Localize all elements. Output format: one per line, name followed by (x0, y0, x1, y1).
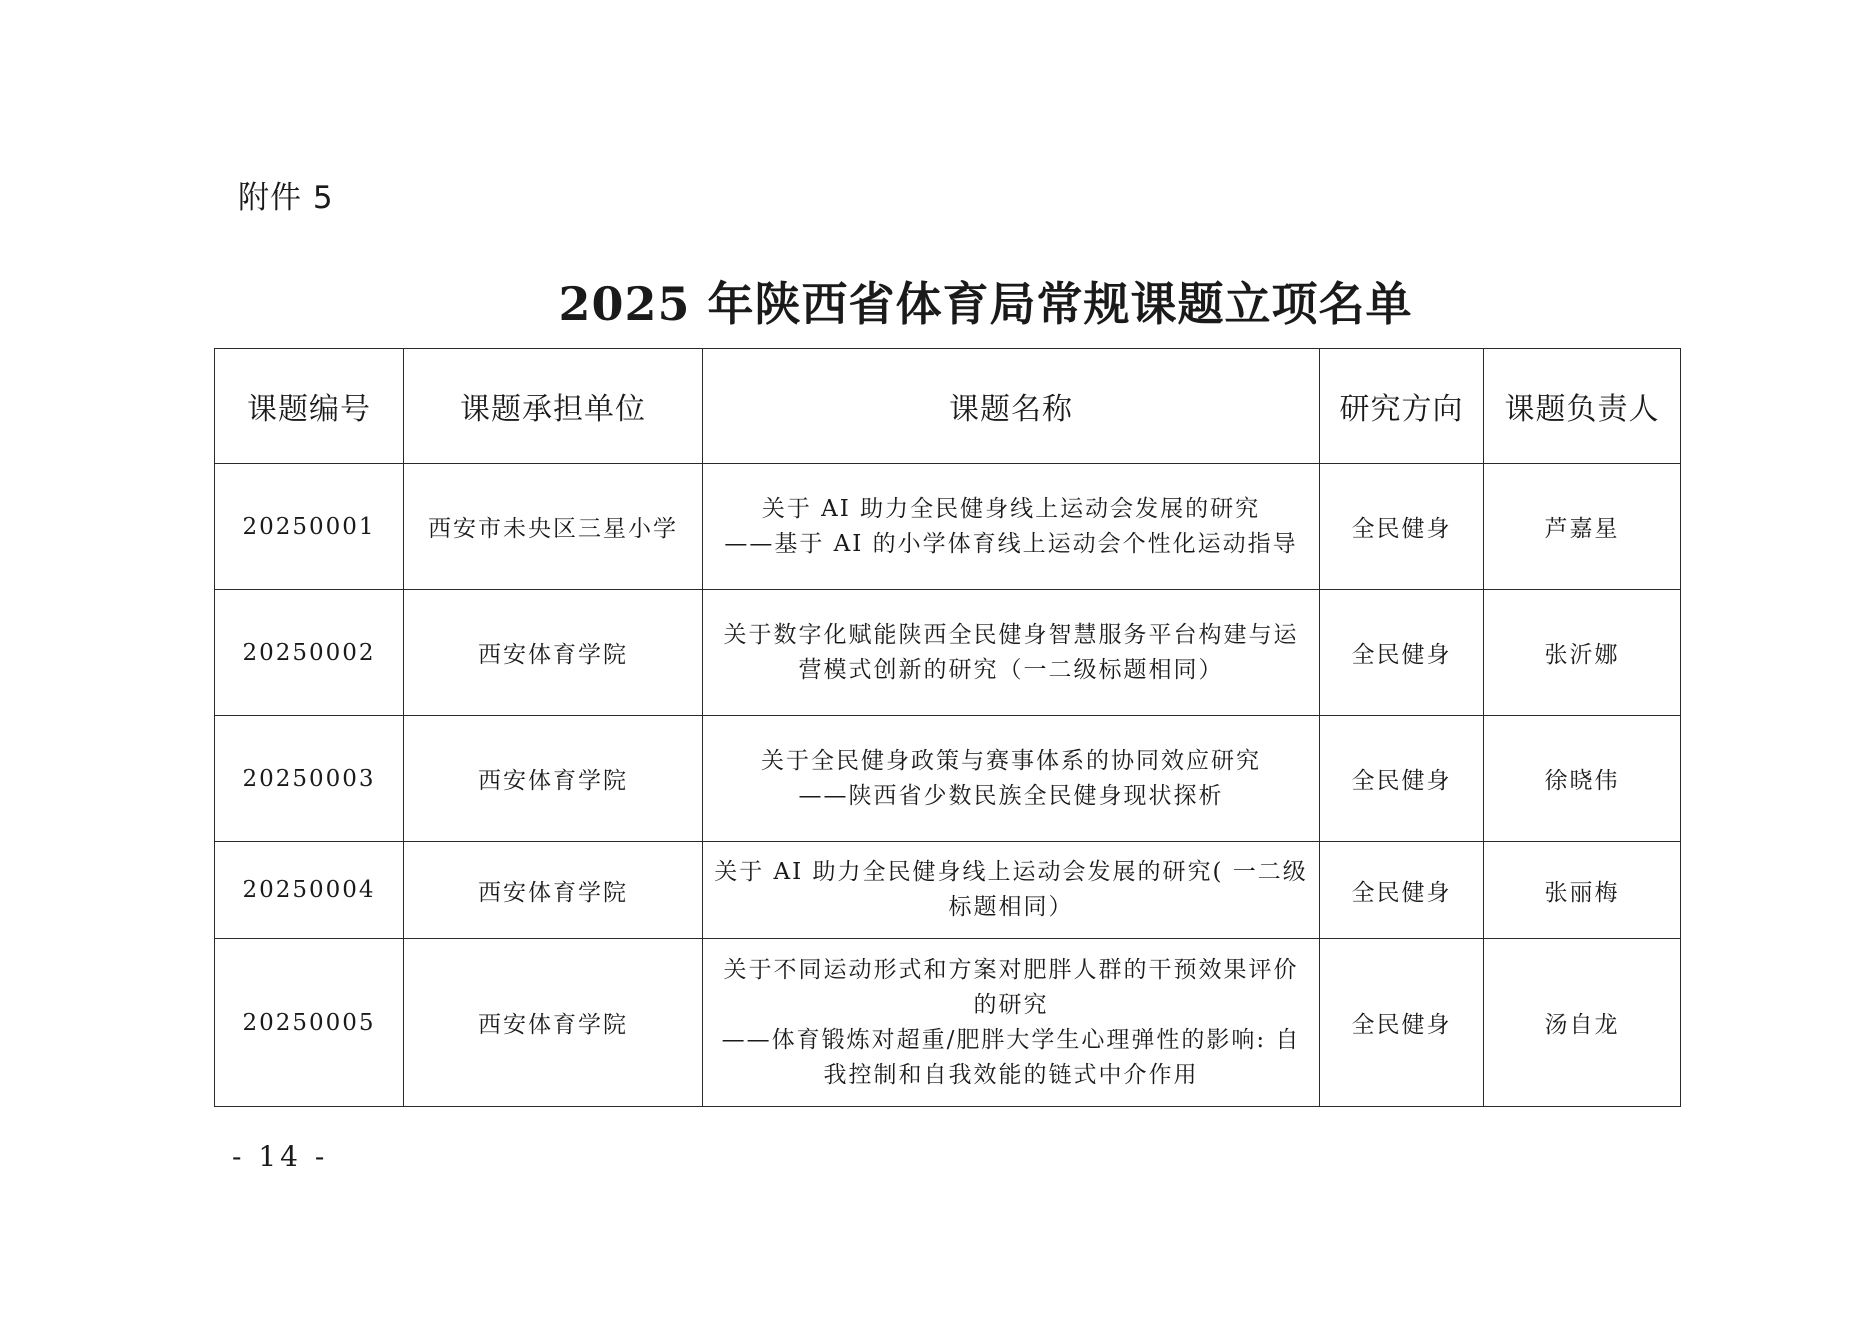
project-title-line: 关于 AI 助力全民健身线上运动会发展的研究( 一二级 (714, 859, 1308, 885)
project-direction: 全民健身 (1320, 939, 1484, 1107)
header-row (215, 349, 1681, 464)
header-title: 课题名称 (703, 349, 1320, 464)
project-leader: 徐晓伟 (1484, 716, 1681, 842)
project-direction: 全民健身 (1320, 842, 1484, 939)
project-direction: 全民健身 (1320, 590, 1484, 716)
project-direction: 全民健身 (1320, 716, 1484, 842)
project-title-line: ——基于 AI 的小学体育线上运动会个性化运动指导 (724, 530, 1298, 557)
project-title (703, 464, 1320, 590)
project-title (703, 590, 1320, 716)
project-title-line: 标题相同） (948, 894, 1074, 920)
project-title-line: 关于不同运动形式和方案对肥胖人群的干预效果评价 (723, 956, 1299, 983)
project-leader: 汤自龙 (1484, 939, 1681, 1107)
attachment-label: 附件 5 (238, 180, 334, 216)
header-direction: 研究方向 (1320, 349, 1484, 464)
project-title (703, 842, 1320, 939)
project-title (703, 939, 1320, 1107)
page-number: - 14 - (232, 1140, 329, 1173)
project-title-line: ——体育锻炼对超重/肥胖大学生心理弹性的影响: 自 (721, 1026, 1301, 1053)
table-row (215, 590, 1681, 716)
project-title-line: 关于全民健身政策与赛事体系的协同效应研究 (761, 747, 1261, 774)
project-title-line: 的研究 (973, 991, 1049, 1018)
table-header (215, 349, 1681, 464)
project-leader: 张丽梅 (1484, 842, 1681, 939)
project-title-line: 营模式创新的研究（一二级标题相同） (798, 656, 1224, 683)
project-title-line: 我控制和自我效能的链式中介作用 (823, 1061, 1199, 1088)
project-code: 20250004 (215, 842, 404, 939)
project-leader: 芦嘉星 (1484, 464, 1681, 590)
header-unit: 课题承担单位 (404, 349, 703, 464)
project-title-line: ——陕西省少数民族全民健身现状探析 (798, 782, 1224, 809)
document-title: 2025 年陕西省体育局常规课题立项名单 (558, 277, 1413, 331)
table-row (215, 842, 1681, 939)
project-unit: 西安体育学院 (404, 842, 703, 939)
project-title-line: 关于数字化赋能陕西全民健身智慧服务平台构建与运 (723, 621, 1299, 648)
project-code: 20250002 (215, 590, 404, 716)
project-code: 20250003 (215, 716, 404, 842)
table-body (215, 464, 1681, 1107)
project-unit: 西安体育学院 (404, 716, 703, 842)
table-row (215, 716, 1681, 842)
project-direction: 全民健身 (1320, 464, 1484, 590)
project-title-line: 关于 AI 助力全民健身线上运动会发展的研究 (761, 495, 1261, 522)
table-row (215, 939, 1681, 1107)
project-list-table (214, 348, 1681, 1107)
project-unit: 西安体育学院 (404, 590, 703, 716)
project-leader: 张沂娜 (1484, 590, 1681, 716)
project-title (703, 716, 1320, 842)
project-unit: 西安市未央区三星小学 (404, 464, 703, 590)
project-unit: 西安体育学院 (404, 939, 703, 1107)
table-row (215, 464, 1681, 590)
header-leader: 课题负责人 (1484, 349, 1681, 464)
project-code: 20250005 (215, 939, 404, 1107)
header-code: 课题编号 (215, 349, 404, 464)
project-code: 20250001 (215, 464, 404, 590)
